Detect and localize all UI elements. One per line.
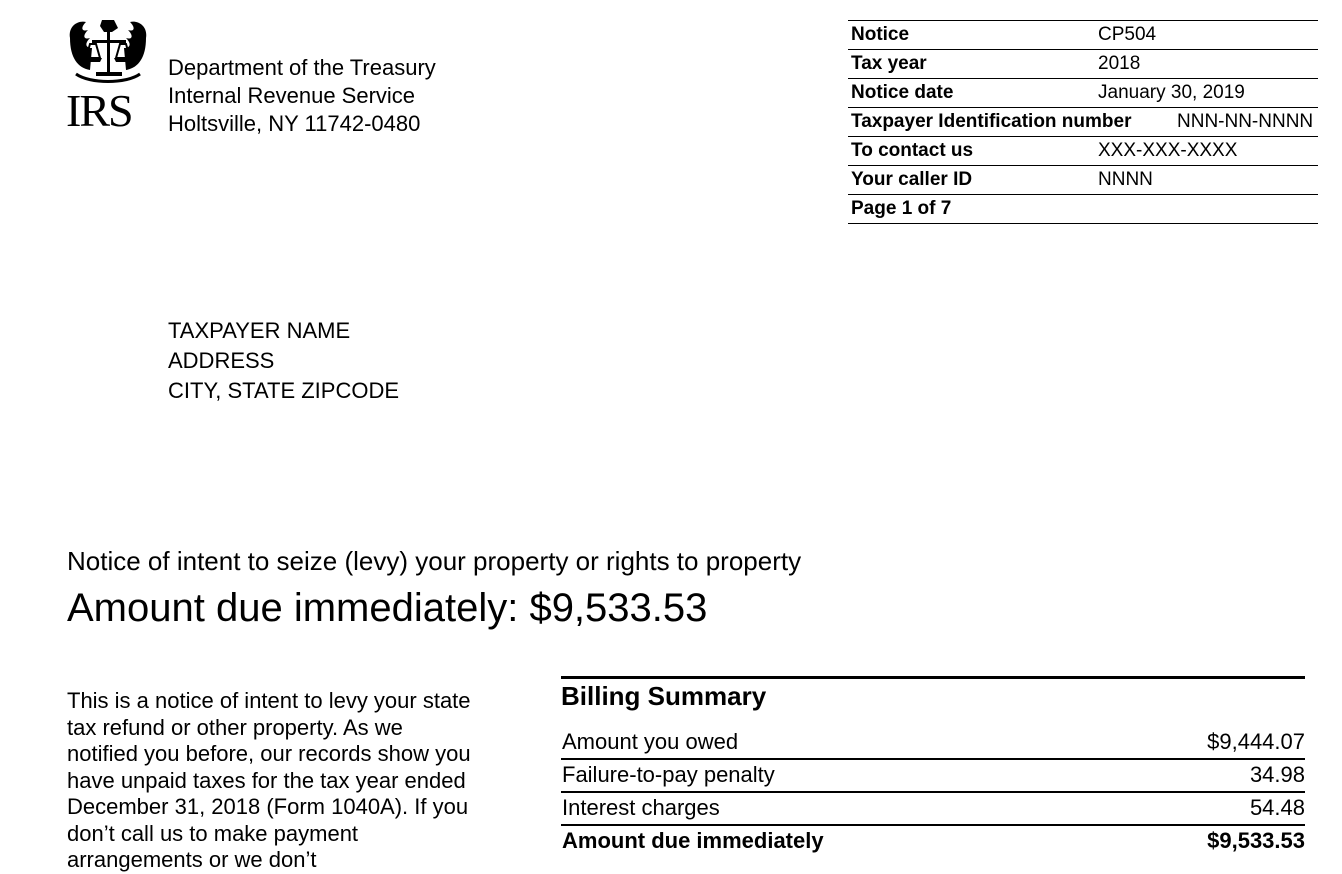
- notice-info-row: [848, 79, 1318, 108]
- billing-total-value: $9,533.53: [1207, 828, 1305, 853]
- irs-logo-text: IRS: [66, 85, 132, 136]
- taxpayer-street: ADDRESS: [168, 348, 275, 373]
- notice-info-label: Tax year: [851, 53, 927, 74]
- taxpayer-address: [168, 316, 399, 406]
- notice-info-label: To contact us: [851, 140, 974, 161]
- billing-row-label: Failure-to-pay penalty: [562, 762, 775, 787]
- billing-row-value: $9,444.07: [1207, 729, 1305, 754]
- notice-heading: Notice of intent to seize (levy) your property or rights to property: [67, 546, 802, 576]
- agency-department: Department of the Treasury: [168, 55, 436, 80]
- billing-row-label: Interest charges: [562, 795, 720, 820]
- amount-due-heading: Amount due immediately: $9,533.53: [67, 586, 708, 630]
- notice-info-row: [848, 137, 1318, 166]
- billing-row: [561, 760, 1305, 793]
- billing-row-value: 54.48: [1249, 795, 1305, 820]
- irs-logo: [66, 18, 150, 136]
- notice-info-row: [848, 195, 1318, 224]
- notice-info-value: 2018: [1098, 53, 1141, 74]
- notice-info-table: [848, 20, 1318, 224]
- notice-info-value: CP504: [1098, 24, 1157, 45]
- irs-eagle-scales-icon: [66, 18, 150, 86]
- agency-service: Internal Revenue Service: [168, 83, 416, 108]
- notice-info-label: Notice date: [851, 82, 954, 103]
- billing-total-label: Amount due immediately: [562, 828, 824, 853]
- taxpayer-city: CITY, STATE ZIPCODE: [168, 378, 400, 403]
- billing-row: [561, 793, 1305, 826]
- notice-info-label: Notice: [851, 24, 910, 45]
- notice-body-paragraph: This is a notice of intent to levy your state tax refund or other property. As we notified you before, our records show you have unpaid taxes for the tax year ended December 31, 2018 (Form 1040A). If you don’t call us to make payment arrangements or we don’t: [67, 688, 471, 872]
- billing-row-label: Amount you owed: [562, 729, 739, 754]
- billing-row-value: 34.98: [1249, 762, 1305, 787]
- notice-info-row: [848, 50, 1318, 79]
- notice-info-row: [848, 166, 1318, 195]
- notice-info-value: NNN-NN-NNNN: [1177, 111, 1314, 132]
- billing-summary: [561, 676, 1305, 857]
- taxpayer-name: TAXPAYER NAME: [168, 318, 351, 343]
- billing-summary-title: Billing Summary: [561, 681, 767, 711]
- notice-info-label: Your caller ID: [851, 169, 973, 190]
- notice-info-row: [848, 108, 1318, 137]
- billing-row: [561, 727, 1305, 760]
- agency-address: [168, 54, 436, 138]
- notice-info-row: [848, 20, 1318, 50]
- page-number: Page 1 of 7: [851, 198, 952, 219]
- notice-info-value: January 30, 2019: [1098, 82, 1245, 103]
- notice-info-label: Taxpayer Identification number: [851, 111, 1132, 132]
- notice-info-value: NNNN: [1098, 169, 1153, 190]
- billing-total-row: [561, 826, 1305, 857]
- notice-info-value: XXX-XXX-XXXX: [1098, 140, 1238, 161]
- agency-location: Holtsville, NY 11742-0480: [168, 111, 421, 136]
